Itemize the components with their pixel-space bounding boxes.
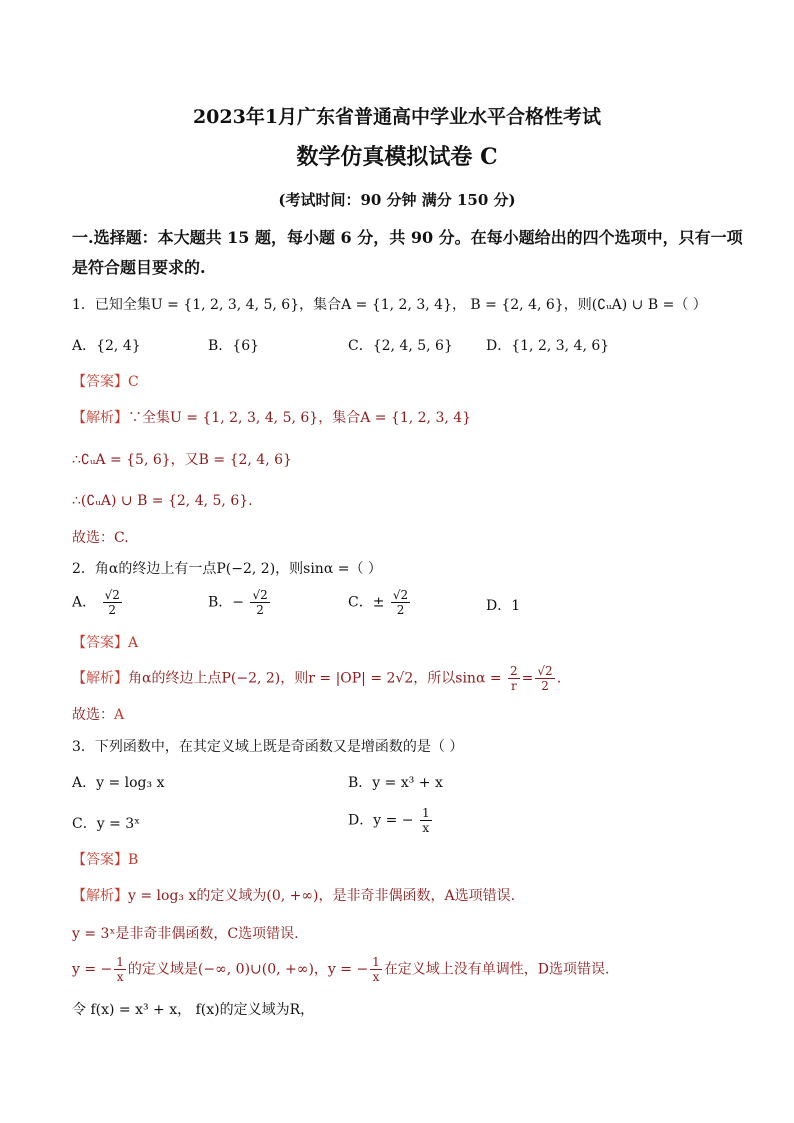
fraction bbox=[250, 588, 269, 617]
q2-answer bbox=[72, 633, 138, 653]
q2-choice bbox=[72, 705, 124, 725]
fraction-denominator: 2 bbox=[256, 603, 264, 617]
fraction-numerator: √2 bbox=[537, 664, 553, 678]
fraction-numerator: 1 bbox=[372, 955, 380, 969]
q3-stem: 3．下列函数中，在其定义域上既是奇函数又是增函数的是（ ） bbox=[72, 739, 464, 755]
exam-info: (考试时间：90 分钟 满分 150 分) bbox=[278, 191, 516, 209]
fraction-denominator: x bbox=[372, 970, 380, 984]
q1-option-b: B．{6} bbox=[208, 338, 260, 354]
fraction bbox=[508, 664, 520, 693]
analysis-text: 的定义域是(−∞, 0)∪(0, +∞)，y = − bbox=[127, 961, 369, 978]
answer-value: C bbox=[128, 374, 139, 390]
q1-option-d: D．{1, 2, 3, 4, 6} bbox=[486, 338, 610, 354]
choice-value: A bbox=[114, 707, 125, 723]
fraction bbox=[420, 806, 432, 835]
analysis-tag: 【解析】 bbox=[72, 410, 128, 426]
q1-choice: 故选：C. bbox=[72, 530, 129, 546]
period: . bbox=[556, 670, 562, 687]
q3-option-a: A．y = log₃ x bbox=[72, 775, 165, 791]
q2-option-a bbox=[72, 588, 124, 617]
exam-title: 2023年1月广东省普通高中学业水平合格性考试 bbox=[192, 106, 602, 128]
answer-value: A bbox=[128, 635, 139, 651]
fraction-denominator: 2 bbox=[396, 603, 405, 617]
q3-analysis-line4: 令 f(x) = x³ + x， f(x)的定义域为R， bbox=[72, 1002, 315, 1018]
equals-sign: = bbox=[521, 670, 534, 687]
analysis-text: 在定义域上没有单调性，D选项错误. bbox=[383, 961, 610, 978]
fraction-denominator: r bbox=[510, 679, 517, 693]
q2-analysis bbox=[72, 664, 561, 693]
fraction-numerator: √2 bbox=[392, 588, 409, 602]
fraction-denominator: 2 bbox=[541, 679, 549, 693]
q1-option-c: C．{2, 4, 5, 6} bbox=[348, 338, 453, 354]
analysis-tag: 【解析】 bbox=[72, 888, 128, 904]
fraction-denominator: 2 bbox=[108, 603, 117, 617]
q1-analysis-line1 bbox=[72, 408, 471, 428]
q3-analysis-line1 bbox=[72, 886, 515, 906]
fraction-numerator: √2 bbox=[104, 588, 120, 602]
q2-option-d: D．1 bbox=[486, 598, 521, 614]
fraction bbox=[535, 664, 554, 693]
q3-analysis-line2: y = 3ˣ是非奇非偶函数，C选项错误. bbox=[72, 926, 299, 942]
section-heading-line2: 是符合题目要求的. bbox=[72, 258, 206, 277]
fraction-numerator: √2 bbox=[252, 588, 268, 602]
q3-option-b: B．y = x³ + x bbox=[348, 775, 443, 791]
analysis-text: ∵全集U = {1, 2, 3, 4, 5, 6}，集合A = {1, 2, 3, 4} bbox=[128, 410, 472, 426]
paper-subtitle: 数学仿真模拟试卷 C bbox=[296, 144, 498, 170]
q3-analysis-line3 bbox=[72, 955, 610, 984]
option-label: C．± bbox=[348, 594, 385, 611]
q2-option-b bbox=[208, 588, 272, 617]
q1-analysis-line3: ∴(∁ᵤA) ∪ B = {2, 4, 5, 6}. bbox=[72, 493, 253, 509]
section-heading-line1: 一.选择题：本大题共 15 题，每小题 6 分，共 90 分。在每小题给出的四个选项中，只有一项 bbox=[72, 228, 743, 247]
q3-option-d bbox=[348, 806, 434, 835]
q2-stem: 2．角α的终边上有一点P(−2, 2)，则sinα =（ ） bbox=[72, 561, 382, 577]
fraction-numerator: 2 bbox=[510, 664, 518, 678]
analysis-text: y = − bbox=[72, 961, 113, 978]
answer-value: B bbox=[128, 852, 139, 868]
fraction-numerator: 1 bbox=[116, 955, 124, 969]
q2-option-c bbox=[348, 588, 412, 617]
option-label: B．− bbox=[208, 594, 245, 611]
fraction bbox=[114, 955, 126, 984]
q1-option-a: A．{2, 4} bbox=[72, 338, 141, 354]
analysis-tag: 【解析】 bbox=[72, 670, 128, 687]
q1-analysis-line2: ∴∁ᵤA = {5, 6}，又B = {2, 4, 6} bbox=[72, 452, 292, 468]
fraction-denominator: x bbox=[422, 821, 430, 835]
fraction-numerator: 1 bbox=[421, 806, 430, 820]
answer-tag: 【答案】 bbox=[72, 635, 128, 651]
option-label: A． bbox=[72, 594, 97, 611]
fraction bbox=[370, 955, 382, 984]
q1-stem: 1．已知全集U = {1, 2, 3, 4, 5, 6}，集合A = {1, 2, 3, 4}， B = {2, 4, 6}，则(∁ᵤA) ∪ B =（ ） bbox=[72, 297, 707, 313]
q3-option-c: C．y = 3ˣ bbox=[72, 816, 141, 832]
fraction-denominator: x bbox=[116, 970, 124, 984]
q1-answer bbox=[72, 372, 139, 392]
option-label: D．y = − bbox=[348, 812, 414, 829]
answer-tag: 【答案】 bbox=[72, 374, 128, 390]
q3-answer bbox=[72, 850, 138, 870]
fraction bbox=[391, 588, 410, 617]
analysis-text: 角α的终边上点P(−2, 2)，则r = |OP| = 2√2，所以sinα = bbox=[128, 670, 502, 687]
analysis-text: y = log₃ x的定义域为(0, +∞)，是非奇非偶函数，A选项错误. bbox=[128, 888, 516, 904]
choice-label: 故选： bbox=[72, 707, 114, 723]
answer-tag: 【答案】 bbox=[72, 852, 128, 868]
fraction bbox=[103, 588, 122, 617]
